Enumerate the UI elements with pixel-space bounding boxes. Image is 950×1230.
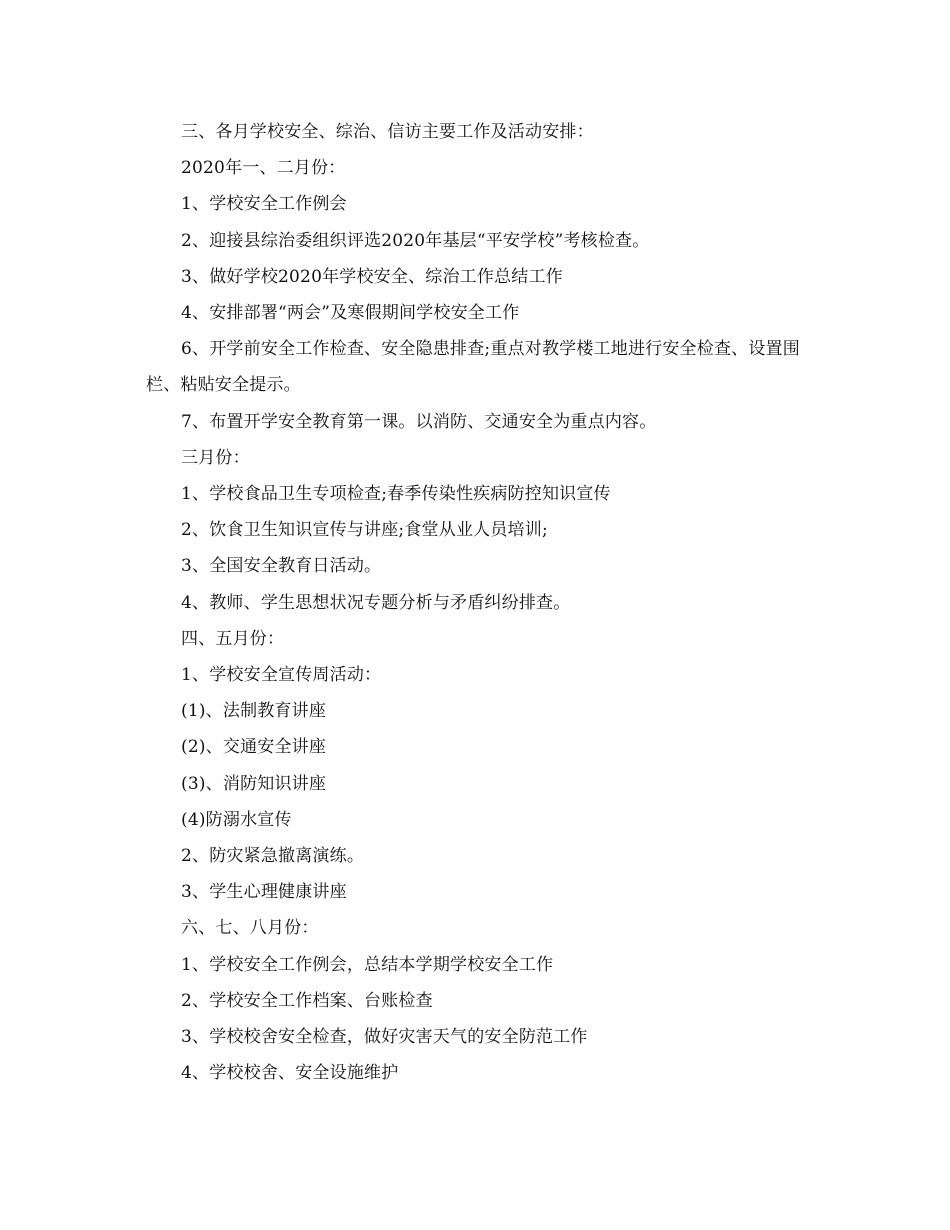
- document-body: [146, 114, 810, 1091]
- list-item: 3、学生心理健康讲座: [181, 882, 347, 903]
- section-heading-monthly-arrangements: 三、各月学校安全、综治、信访主要工作及活动安排：: [181, 122, 594, 142]
- month-heading-jun-aug: 六、七、八月份：: [181, 918, 319, 939]
- list-item: 1、学校安全宣传周活动：: [181, 665, 382, 686]
- sub-list-item: (1)、法制教育讲座: [181, 701, 327, 722]
- month-heading-march: 三月份：: [181, 447, 250, 468]
- list-item: 3、全国安全教育日活动。: [181, 556, 382, 577]
- list-item-multiline: 6、开学前安全工作检查、安全隐患排查;重点对教学楼工地进行安全检查、设置围栏、粘贴安全提示。: [146, 339, 800, 396]
- list-item: 2、饮食卫生知识宣传与讲座;食堂从业人员培训;: [181, 520, 548, 541]
- list-item: 2、防灾紧急撤离演练。: [181, 846, 365, 867]
- list-item: 1、学校安全工作例会: [181, 194, 347, 215]
- list-item: 2、学校安全工作档案、台账检查: [181, 990, 433, 1011]
- list-item: 4、学校校舍、安全设施维护: [181, 1063, 399, 1084]
- sub-list-item: (3)、消防知识讲座: [181, 773, 327, 794]
- list-item: 1、学校安全工作例会，总结本学期学校安全工作: [181, 954, 554, 975]
- list-item: 2、迎接县综治委组织评选2020年基层“平安学校”考核检查。: [181, 230, 650, 251]
- month-heading-apr-may: 四、五月份：: [181, 628, 285, 649]
- sub-list-item: (4)防溺水宣传: [181, 809, 292, 830]
- list-item: 3、学校校舍安全检查，做好灾害天气的安全防范工作: [181, 1027, 588, 1048]
- list-item: 1、学校食品卫生专项检查;春季传染性疾病防控知识宣传: [181, 484, 611, 505]
- list-item: 7、布置开学安全教育第一课。以消防、交通安全为重点内容。: [181, 411, 657, 432]
- sub-list-item: (2)、交通安全讲座: [181, 737, 327, 758]
- list-item: 3、做好学校2020年学校安全、综治工作总结工作: [181, 266, 563, 287]
- month-heading-jan-feb: 2020年一、二月份：: [181, 158, 346, 179]
- list-item: 4、教师、学生思想状况专题分析与矛盾纠纷排查。: [181, 592, 571, 613]
- list-item: 4、安排部署“两会”及寒假期间学校安全工作: [181, 303, 520, 324]
